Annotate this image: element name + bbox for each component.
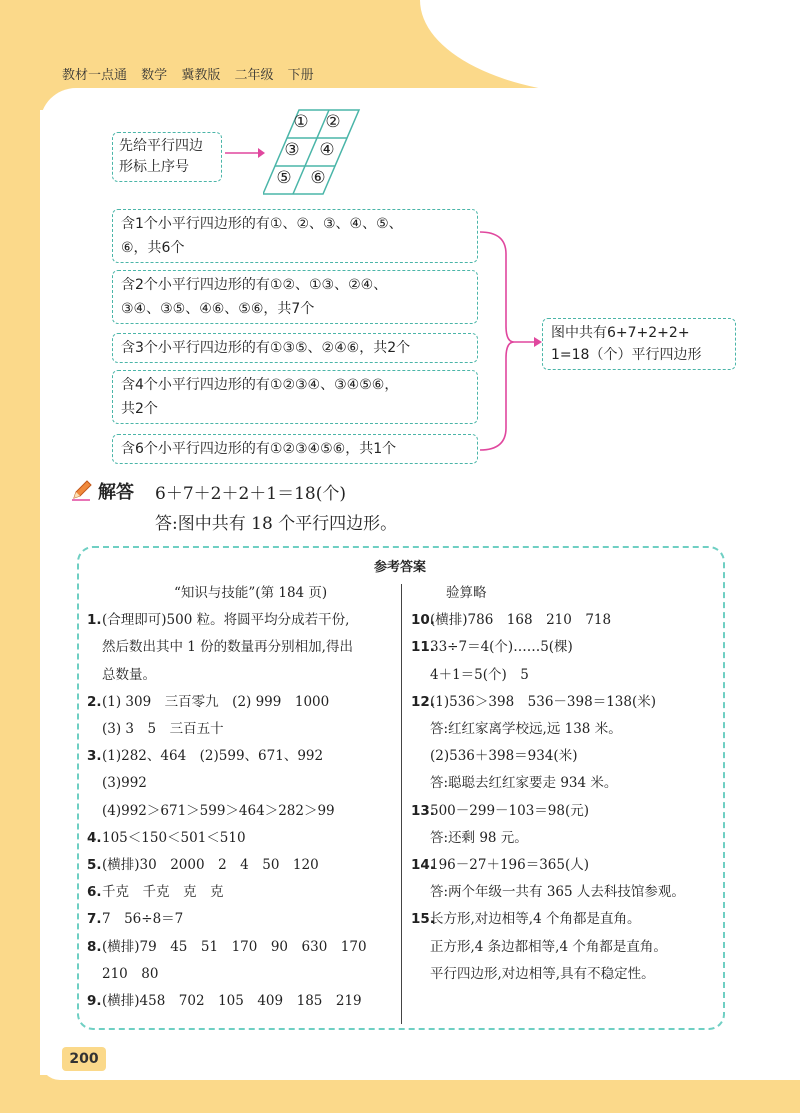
arrow-right-icon [225, 147, 265, 159]
answer-line [87, 692, 329, 712]
answer-text: (2)536＋398＝934(米) [430, 748, 578, 765]
case-box-5 [112, 434, 478, 464]
page-number: 200 [62, 1047, 106, 1071]
answer-text: 500－299－103＝98(元) [430, 802, 590, 819]
answer-line [411, 610, 611, 630]
answer-text: (横排)30 2000 2 4 50 120 [102, 857, 319, 873]
figure-cell: ② [325, 112, 341, 132]
answer-number: 6. [87, 884, 102, 901]
page-left-band [0, 100, 40, 1113]
result-line: 1=18（个）平行四边形 [551, 347, 702, 363]
solution-answer: 答:图中共有 18 个平行四边形。 [155, 514, 398, 534]
answer-number: 5. [87, 857, 102, 873]
page-top-inner [40, 88, 800, 128]
answer-text: 答:还剩 98 元。 [430, 829, 528, 846]
solution-equation: 6＋7＋2＋2＋1＝18(个) [155, 484, 346, 504]
answer-text: 105＜150＜501＜510 [102, 829, 246, 846]
answer-text: 平行四边形,对边相等,具有不稳定性。 [430, 965, 655, 982]
answer-line [411, 719, 622, 739]
answer-number: 3. [87, 748, 102, 765]
case-line: 含2个小平行四边形的有①②、①③、②④、 [121, 277, 388, 293]
header-subject: 数学 [141, 68, 168, 83]
answer-text: (合理即可)500 粒。将圆平均分成若干份, [102, 612, 350, 629]
case-line: ⑥，共6个 [121, 240, 185, 256]
answer-number: 14. [411, 857, 435, 873]
answer-line [87, 637, 353, 657]
answer-text: 答:两个年级一共有 365 人去科技馆参观。 [430, 884, 685, 901]
answer-text: 196－27＋196＝365(人) [430, 857, 590, 873]
header-grade: 二年级 [234, 68, 274, 83]
answer-text: (横排)786 168 210 718 [430, 612, 612, 629]
case-line: 含6个小平行四边形的有①②③④⑤⑥，共1个 [121, 441, 397, 457]
case-line: 含3个小平行四边形的有①③⑤、②④⑥，共2个 [121, 340, 411, 356]
page-header [62, 64, 324, 83]
answer-line [411, 746, 577, 766]
figure-cell: ③ [284, 140, 300, 160]
header-volume: 下册 [287, 68, 314, 83]
answer-number: 8. [87, 938, 102, 955]
answer-number: 2. [87, 693, 102, 710]
answer-text: 210 80 [102, 965, 159, 982]
answer-line [411, 692, 656, 712]
figure-label-line: 形标上序号 [119, 159, 189, 175]
figure-cell: ① [293, 112, 309, 132]
reference-answer-title: 参考答案 [373, 560, 426, 575]
answer-number: 13. [411, 802, 435, 819]
answer-number: 10. [411, 612, 435, 629]
case-line: 含1个小平行四边形的有①、②、③、④、⑤、 [121, 216, 403, 232]
answer-text: (3)992 [102, 775, 147, 792]
answer-line [411, 909, 640, 929]
answer-line [87, 773, 147, 793]
answer-text: (横排)79 45 51 170 90 630 170 [102, 938, 367, 955]
answer-text: 千克 千克 克 克 [102, 884, 224, 901]
figure-cell: ④ [319, 140, 335, 160]
answer-line [411, 828, 528, 848]
answer-number: 1. [87, 612, 102, 629]
result-line: 图中共有6+7+2+2+ [551, 325, 690, 341]
answer-line [87, 937, 367, 957]
answer-number: 15. [411, 911, 435, 928]
answer-text: (4)992＞671＞599＞464＞282＞99 [102, 802, 335, 819]
answer-text: “知识与技能”(第 184 页) [174, 585, 328, 601]
answer-line [411, 882, 685, 902]
answer-text: 总数量。 [102, 666, 156, 683]
answer-text: (1) 309 三百零九 (2) 999 1000 [102, 693, 330, 710]
header-edition: 冀教版 [181, 68, 221, 83]
answer-number: 11. [411, 639, 435, 656]
answer-number: 9. [87, 993, 102, 1009]
figure-label-box [112, 132, 222, 182]
answer-text: (横排)458 702 105 409 185 219 [102, 993, 362, 1009]
answer-line [87, 991, 362, 1011]
answer-line [159, 583, 327, 603]
answer-text: 验算略 [446, 585, 487, 601]
answer-number: 7. [87, 911, 102, 928]
case-line: 共2个 [121, 401, 158, 417]
answer-text: 然后数出其中 1 份的数量再分别相加,得出 [102, 639, 353, 656]
answer-text: 4＋1＝5(个) 5 [430, 666, 529, 683]
figure-cell: ⑥ [310, 168, 326, 188]
answer-text: 正方形,4 条边都相等,4 个角都是直角。 [430, 938, 667, 955]
answer-line [87, 909, 183, 929]
answer-number: 12. [411, 693, 435, 710]
case-box-4 [112, 370, 478, 424]
case-box-1 [112, 209, 478, 263]
brace-arrow-icon [480, 230, 542, 452]
case-box-2 [112, 270, 478, 324]
answer-line [427, 583, 487, 603]
result-box [542, 318, 736, 370]
answer-text: 长方形,对边相等,4 个角都是直角。 [430, 911, 641, 928]
page-bottom-inner [40, 1060, 800, 1080]
figure-label-line: 先给平行四边 [119, 138, 203, 154]
answer-line [411, 937, 667, 957]
answer-text: 33÷7＝4(个)……5(棵) [430, 639, 573, 656]
answer-text: (3) 3 5 三百五十 [102, 721, 224, 737]
answer-line [87, 746, 323, 766]
answer-line [411, 855, 589, 875]
answer-text: 7 56÷8＝7 [102, 911, 184, 928]
answer-line [87, 964, 158, 984]
answer-text: (1)536＞398 536－398＝138(米) [430, 693, 656, 710]
answer-line [87, 665, 156, 685]
answer-line [87, 610, 349, 630]
answer-text: 答:聪聪去红红家要走 934 米。 [430, 775, 618, 792]
figure-cell: ⑤ [276, 168, 292, 188]
answer-line [411, 801, 589, 821]
answer-number: 4. [87, 829, 102, 846]
answer-line [87, 855, 319, 875]
header-book: 教材一点通 [62, 68, 128, 83]
answer-line [87, 828, 246, 848]
solution-label: 解答 [98, 482, 134, 503]
case-line: 含4个小平行四边形的有①②③④、③④⑤⑥， [121, 377, 399, 393]
pencil-icon [70, 478, 94, 502]
case-line: ③④、③⑤、④⑥、⑤⑥，共7个 [121, 301, 315, 317]
page-bottom-band [0, 1075, 800, 1113]
answer-line [411, 637, 573, 657]
column-divider [401, 584, 402, 1024]
answer-line [411, 964, 655, 984]
answer-line [411, 665, 529, 685]
case-box-3 [112, 333, 478, 363]
answer-line [87, 801, 335, 821]
answer-text: 答:红红家离学校远,远 138 米。 [430, 721, 622, 737]
answer-text: (1)282、464 (2)599、671、992 [102, 748, 324, 765]
answer-line [411, 773, 617, 793]
answer-line [87, 719, 224, 739]
answer-line [87, 882, 224, 902]
